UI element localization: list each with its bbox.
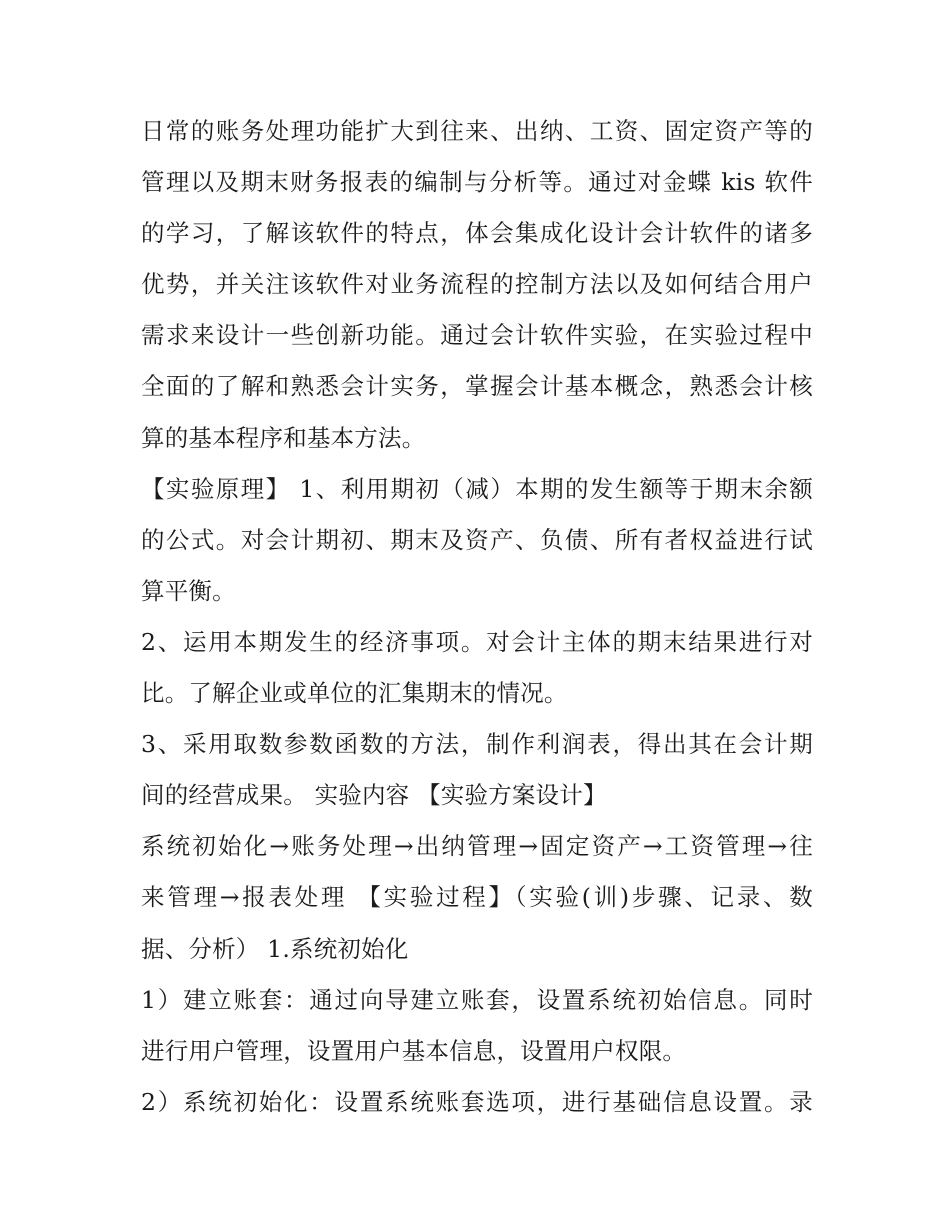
text-line-2: 管理以及期末财务报表的编制与分析等。通过对金蝶 kis 软件 [141, 168, 813, 197]
text-line-1: 日常的账务处理功能扩大到往来、出纳、工资、固定资产等的 [141, 117, 813, 145]
process-flow-line-2: 来管理→报表处理 【实验过程】（实验(训)步骤、记录、数 [141, 883, 813, 912]
text-line-5: 需求来设计一些创新功能。通过会计软件实验，在实验过程中 [141, 321, 813, 350]
text-line-12: 比。了解企业或单位的汇集期末的情况。 [141, 679, 568, 708]
text-line-9: 的公式。对会计期初、期末及资产、负债、所有者权益进行试 [141, 525, 813, 554]
text-line-13: 3、采用取数参数函数的方法，制作利润表，得出其在会计期 [141, 730, 813, 759]
step-2-line-1: 2）系统初始化：设置系统账套选项，进行基础信息设置。录 [141, 1087, 813, 1116]
process-flow-line-1: 系统初始化→账务处理→出纳管理→固定资产→工资管理→往 [141, 832, 813, 861]
text-line-3: 的学习，了解该软件的特点，体会集成化设计会计软件的诸多 [141, 219, 813, 248]
step-1-line-1: 1）建立账套：通过向导建立账套，设置系统初始信息。同时 [141, 985, 813, 1014]
text-line-6: 全面的了解和熟悉会计实务，掌握会计基本概念，熟悉会计核 [141, 372, 813, 401]
text-line-7: 算的基本程序和基本方法。 [141, 423, 426, 452]
section-heading-experiment-principle: 【实验原理】 1、利用期初（减）本期的发生额等于期末余额 [141, 474, 813, 503]
text-line-11: 2、运用本期发生的经济事项。对会计主体的期末结果进行对 [141, 627, 813, 656]
text-line-10: 算平衡。 [141, 576, 236, 605]
section-heading-experiment-design: 间的经营成果。 实验内容 【实验方案设计】 [141, 781, 607, 810]
text-line-4: 优势，并关注该软件对业务流程的控制方法以及如何结合用户 [141, 270, 813, 299]
section-heading-system-init: 据、分析） 1.系统初始化 [141, 934, 409, 963]
step-1-line-2: 进行用户管理，设置用户基本信息，设置用户权限。 [141, 1036, 687, 1065]
body-text [141, 106, 813, 1128]
